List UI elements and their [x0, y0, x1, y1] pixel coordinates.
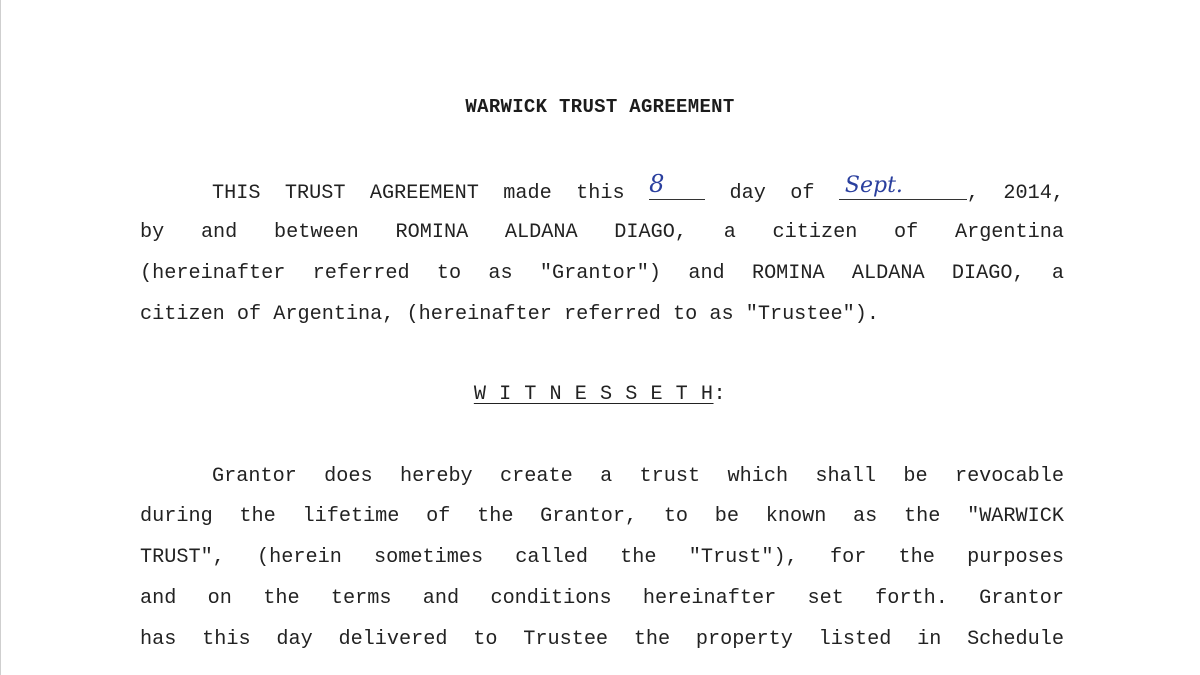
body-line: TRUST", (herein sometimes called the "Trust"), for the purposes	[140, 546, 1064, 569]
witnesseth-colon: :	[713, 383, 727, 406]
body-line: Grantor does hereby create a trust which shall be revocable	[212, 465, 1064, 488]
body-line: during the lifetime of the Grantor, to be known as the "WARWICK	[140, 505, 1064, 528]
body-line: and on the terms and conditions hereinafter set forth. Grantor	[140, 587, 1064, 610]
month-blank	[839, 173, 967, 200]
body-line: has this day delivered to Trustee the property listed in Schedule	[140, 628, 1064, 651]
witnesseth-text: W I T N E S S E T H	[473, 383, 714, 406]
handwritten-day: 8	[649, 170, 665, 198]
intro-text-a: THIS TRUST AGREEMENT made this	[212, 182, 625, 205]
intro-line-3: (hereinafter referred to as "Grantor") and ROMINA ALDANA DIAGO, a	[140, 262, 1064, 285]
witnesseth-heading	[0, 383, 1200, 406]
intro-line-2: by and between ROMINA ALDANA DIAGO, a citizen of Argentina	[140, 221, 1064, 244]
intro-line-4: citizen of Argentina, (hereinafter referred to as "Trustee").	[140, 303, 879, 326]
handwritten-month: Sept.	[844, 173, 903, 198]
intro-text-c: , 2014,	[966, 182, 1065, 205]
day-blank	[649, 170, 705, 200]
document-title: WARWICK TRUST AGREEMENT	[465, 96, 735, 118]
intro-text-b: day of	[729, 182, 815, 205]
intro-line-1	[212, 170, 1065, 205]
